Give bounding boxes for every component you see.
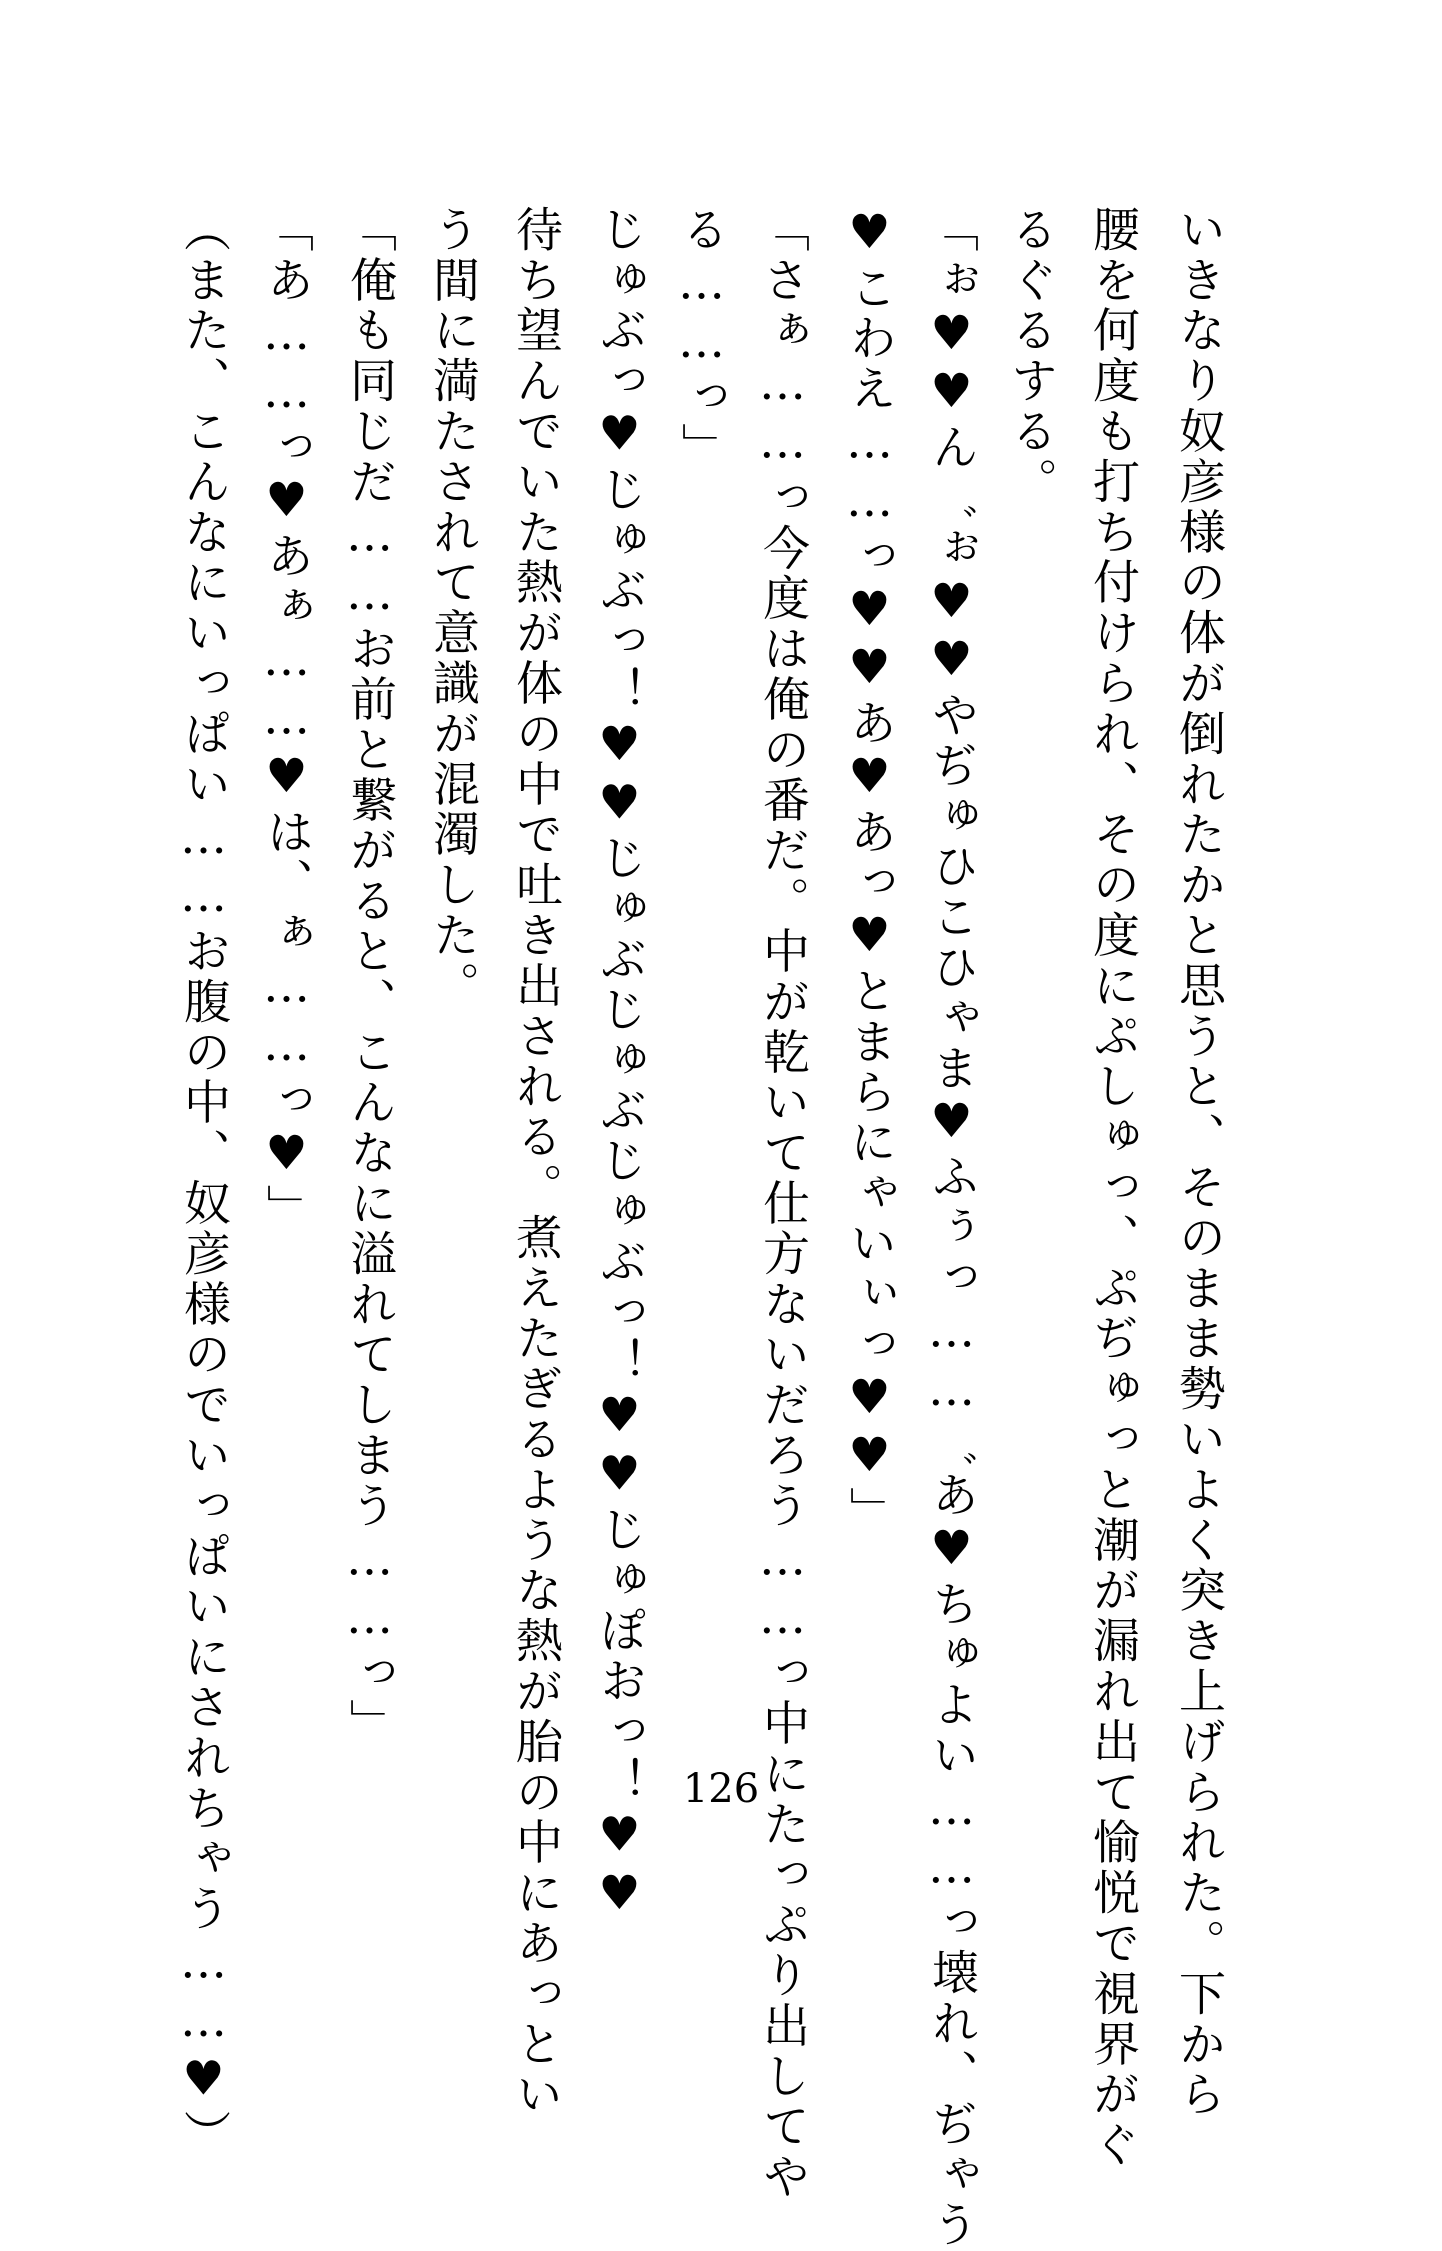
- text-column-10: う間に満たされて意識が混濁した。: [425, 205, 480, 1012]
- text-column-11: 「俺も同じだ……お前と繋がると、こんなに溢れてしまう……っ」: [342, 205, 397, 1749]
- text-column-8: じゅぶっ♥じゅぶっ！♥♥じゅぶじゅぶじゅぶっ！♥♥じゅぽおっ！♥♥: [592, 205, 647, 1925]
- text-column-4: 「ぉ♥♥ん゛ぉ♥♥やぢゅひこひゃま♥ふぅっ……゛あ♥ちゅよい……っ壊れ、ぢゃう: [924, 205, 979, 2251]
- text-column-1: いきなり奴彦様の体が倒れたかと思うと、そのまま勢いよく突き上げられた。下から: [1171, 205, 1226, 2121]
- text-column-7: る……っ」: [674, 205, 729, 473]
- text-column-6: 「さぁ……っ今度は俺の番だ。中が乾いて仕方ないだろう……っ中にたっぷり出してや: [755, 205, 810, 2203]
- page-number: 126: [682, 1766, 760, 1812]
- text-column-2: 腰を何度も打ち付けられ、その度にぷしゅっ、ぷぢゅっと潮が漏れ出て愉悦で視界がぐ: [1085, 205, 1140, 2171]
- text-column-13: （また、こんなにいっぱい……お腹の中、奴彦様のでいっぱいにされちゃう……♥）: [176, 205, 231, 2161]
- text-column-3: るぐるする。: [1003, 205, 1058, 508]
- text-column-12: 「あ……っ♥あぁ……♥は、ぁ……っ♥」: [259, 205, 314, 1235]
- text-column-9: 待ち望んでいた熱が体の中で吐き出される。煮えたぎるような熱が胎の中にあっとい: [508, 205, 563, 2121]
- text-column-5: ♥こわえ……っ♥♥あ♥あっ♥とまらにゃいぃっ♥♥」: [842, 205, 897, 1537]
